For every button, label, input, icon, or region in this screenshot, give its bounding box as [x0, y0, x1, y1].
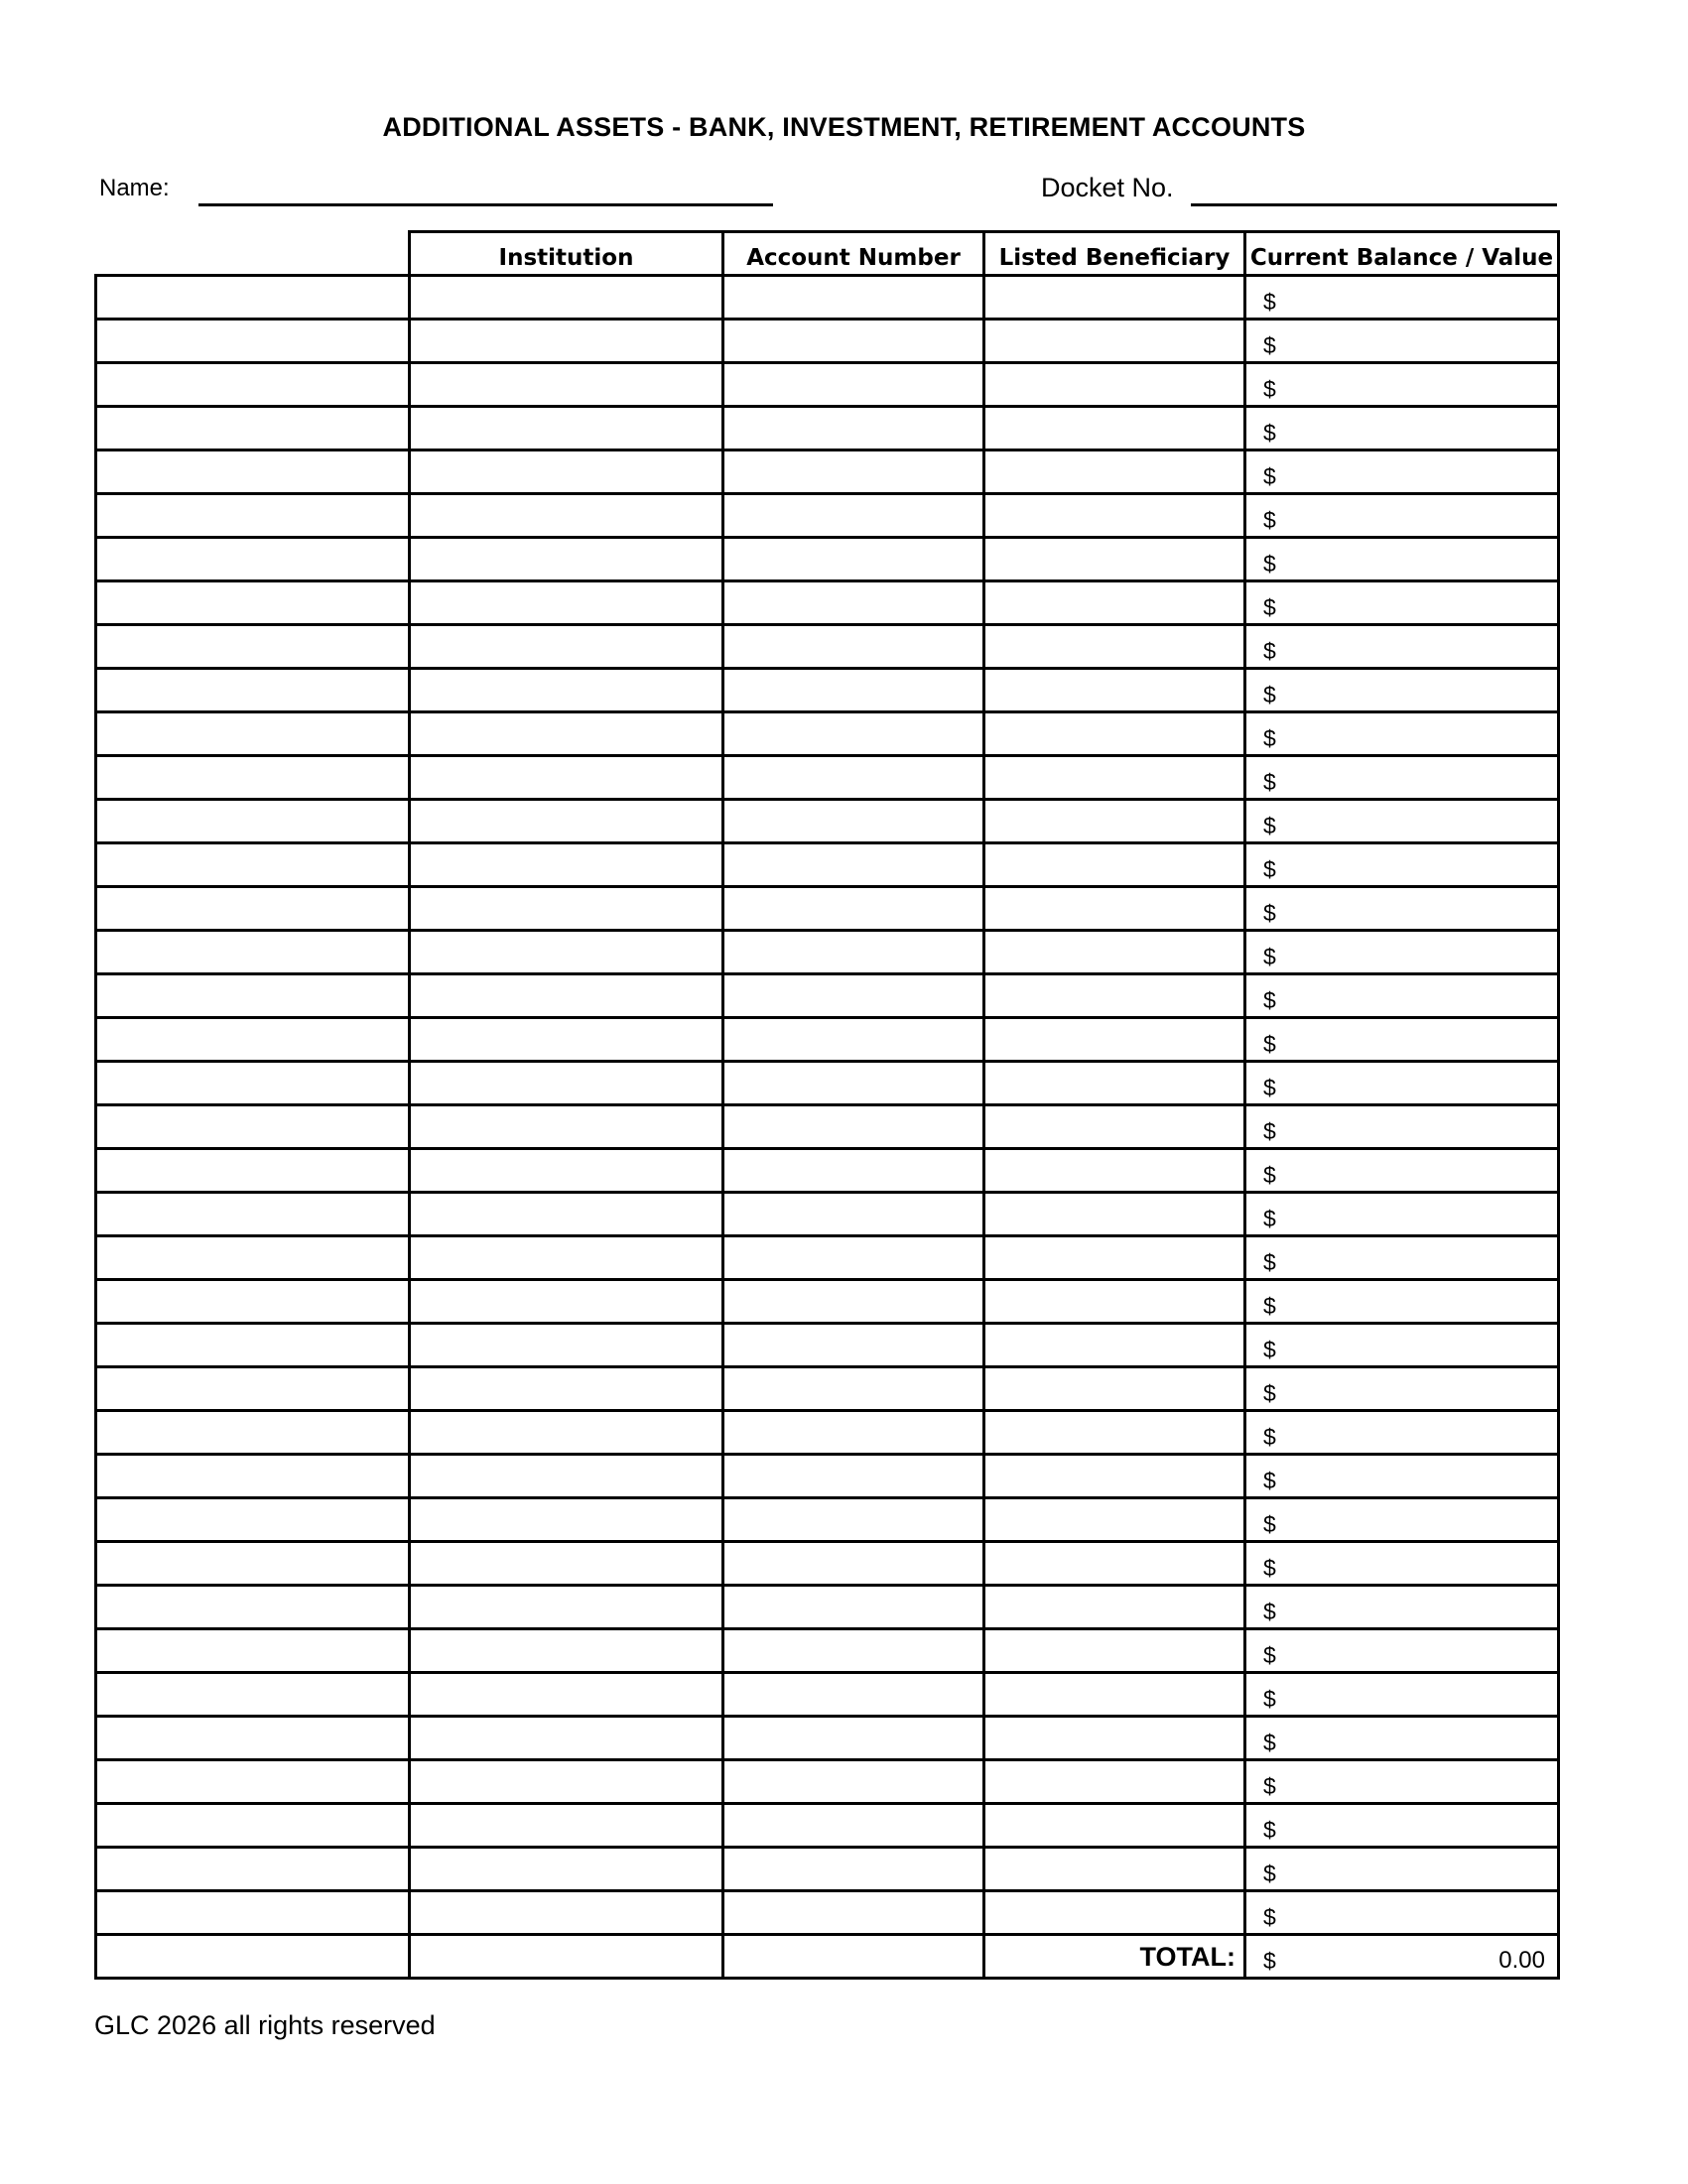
- balance-cell[interactable]: [1245, 1367, 1559, 1411]
- currency-symbol: $: [1263, 1555, 1276, 1581]
- account-number-cell[interactable]: [723, 450, 984, 494]
- balance-cell[interactable]: [1245, 1498, 1559, 1542]
- table-row: [96, 276, 1559, 320]
- account-number-cell[interactable]: [723, 1804, 984, 1848]
- beneficiary-cell[interactable]: [984, 494, 1245, 538]
- balance-cell[interactable]: [1245, 843, 1559, 887]
- balance-cell[interactable]: [1245, 1193, 1559, 1236]
- institution-cell[interactable]: [410, 887, 723, 931]
- header-account-number: Account Number: [723, 232, 984, 276]
- table-row: [96, 843, 1559, 887]
- table-row: [96, 1760, 1559, 1804]
- table-row: [96, 1149, 1559, 1193]
- institution-cell[interactable]: [410, 1018, 723, 1062]
- table-row: [96, 1848, 1559, 1891]
- table-row: [96, 931, 1559, 974]
- name-field[interactable]: [198, 203, 773, 206]
- balance-cell[interactable]: [1245, 712, 1559, 756]
- institution-cell[interactable]: [410, 1062, 723, 1105]
- account-number-cell[interactable]: [723, 1891, 984, 1935]
- description-cell[interactable]: [96, 1717, 410, 1760]
- balance-cell[interactable]: [1245, 887, 1559, 931]
- table-row: [96, 1062, 1559, 1105]
- table-row: [96, 538, 1559, 581]
- table-row: [96, 1891, 1559, 1935]
- description-cell[interactable]: [96, 1804, 410, 1848]
- account-number-cell[interactable]: [723, 1367, 984, 1411]
- beneficiary-cell[interactable]: [984, 1280, 1245, 1324]
- table-row: [96, 1280, 1559, 1324]
- description-cell[interactable]: [96, 625, 410, 669]
- balance-cell[interactable]: [1245, 1804, 1559, 1848]
- table-row: [96, 407, 1559, 450]
- account-number-cell[interactable]: [723, 1629, 984, 1673]
- table-row: [96, 1717, 1559, 1760]
- description-cell[interactable]: [96, 1105, 410, 1149]
- currency-symbol: $: [1263, 1162, 1276, 1188]
- currency-symbol: $: [1263, 1424, 1276, 1450]
- balance-cell[interactable]: [1245, 1848, 1559, 1891]
- description-cell[interactable]: [96, 887, 410, 931]
- description-cell[interactable]: [96, 1455, 410, 1498]
- currency-symbol: $: [1263, 1599, 1276, 1624]
- account-number-cell[interactable]: [723, 581, 984, 625]
- institution-cell[interactable]: [410, 1105, 723, 1149]
- account-number-cell[interactable]: [723, 538, 984, 581]
- description-cell[interactable]: [96, 800, 410, 843]
- currency-symbol: $: [1263, 376, 1276, 402]
- institution-cell[interactable]: [410, 669, 723, 712]
- institution-cell[interactable]: [410, 1673, 723, 1717]
- description-cell[interactable]: [96, 1149, 410, 1193]
- beneficiary-cell[interactable]: [984, 276, 1245, 320]
- institution-cell[interactable]: [410, 800, 723, 843]
- balance-cell[interactable]: [1245, 450, 1559, 494]
- beneficiary-cell[interactable]: [984, 887, 1245, 931]
- beneficiary-cell[interactable]: [984, 1367, 1245, 1411]
- table-row: [96, 712, 1559, 756]
- beneficiary-cell[interactable]: [984, 1717, 1245, 1760]
- description-cell[interactable]: [96, 407, 410, 450]
- institution-cell[interactable]: [410, 1324, 723, 1367]
- account-number-cell[interactable]: [723, 843, 984, 887]
- total-row: [96, 1935, 1559, 1979]
- account-number-cell[interactable]: [723, 1018, 984, 1062]
- account-number-cell[interactable]: [723, 1760, 984, 1804]
- beneficiary-cell[interactable]: [984, 1848, 1245, 1891]
- beneficiary-cell[interactable]: [984, 1629, 1245, 1673]
- assets-table: [94, 230, 1560, 1980]
- total-blank-cell: [723, 1935, 984, 1979]
- table-row: [96, 1411, 1559, 1455]
- table-row: [96, 1018, 1559, 1062]
- currency-symbol: $: [1263, 594, 1276, 620]
- currency-symbol: $: [1263, 1337, 1276, 1362]
- account-number-cell[interactable]: [723, 1411, 984, 1455]
- description-cell[interactable]: [96, 1324, 410, 1367]
- institution-cell[interactable]: [410, 320, 723, 363]
- beneficiary-cell[interactable]: [984, 538, 1245, 581]
- balance-cell[interactable]: [1245, 494, 1559, 538]
- table-row: [96, 1542, 1559, 1586]
- description-cell[interactable]: [96, 712, 410, 756]
- currency-symbol: $: [1263, 1904, 1276, 1930]
- description-cell[interactable]: [96, 581, 410, 625]
- balance-cell[interactable]: [1245, 1324, 1559, 1367]
- institution-cell[interactable]: [410, 1149, 723, 1193]
- currency-symbol: $: [1263, 1686, 1276, 1712]
- account-number-cell[interactable]: [723, 1673, 984, 1717]
- balance-cell[interactable]: [1245, 1280, 1559, 1324]
- account-number-cell[interactable]: [723, 756, 984, 800]
- total-blank-cell: [410, 1935, 723, 1979]
- currency-symbol: $: [1263, 856, 1276, 882]
- currency-symbol: $: [1263, 1511, 1276, 1537]
- balance-cell[interactable]: [1245, 1018, 1559, 1062]
- description-cell[interactable]: [96, 974, 410, 1018]
- balance-cell[interactable]: [1245, 320, 1559, 363]
- table-row: [96, 320, 1559, 363]
- beneficiary-cell[interactable]: [984, 1018, 1245, 1062]
- institution-cell[interactable]: [410, 1411, 723, 1455]
- institution-cell[interactable]: [410, 931, 723, 974]
- currency-symbol: $: [1263, 638, 1276, 664]
- balance-cell[interactable]: [1245, 1891, 1559, 1935]
- balance-cell[interactable]: [1245, 276, 1559, 320]
- total-value: 0.00: [1498, 1947, 1545, 1974]
- description-cell[interactable]: [96, 1673, 410, 1717]
- account-number-cell[interactable]: [723, 712, 984, 756]
- table-row: [96, 1367, 1559, 1411]
- currency-symbol: $: [1263, 551, 1276, 577]
- account-number-cell[interactable]: [723, 320, 984, 363]
- institution-cell[interactable]: [410, 1717, 723, 1760]
- description-cell[interactable]: [96, 1848, 410, 1891]
- beneficiary-cell[interactable]: [984, 669, 1245, 712]
- currency-symbol: $: [1263, 725, 1276, 751]
- currency-symbol: $: [1263, 1380, 1276, 1406]
- balance-cell[interactable]: [1245, 581, 1559, 625]
- beneficiary-cell[interactable]: [984, 974, 1245, 1018]
- total-blank-cell: [96, 1935, 410, 1979]
- description-cell[interactable]: [96, 450, 410, 494]
- account-number-cell[interactable]: [723, 1717, 984, 1760]
- currency-symbol: $: [1263, 507, 1276, 533]
- account-number-cell[interactable]: [723, 887, 984, 931]
- beneficiary-cell[interactable]: [984, 1324, 1245, 1367]
- currency-symbol: $: [1263, 1773, 1276, 1799]
- account-number-cell[interactable]: [723, 1324, 984, 1367]
- beneficiary-cell[interactable]: [984, 1149, 1245, 1193]
- description-cell[interactable]: [96, 1018, 410, 1062]
- institution-cell[interactable]: [410, 538, 723, 581]
- institution-cell[interactable]: [410, 756, 723, 800]
- currency-symbol: $: [1263, 1031, 1276, 1057]
- total-label: TOTAL:: [984, 1935, 1245, 1979]
- account-number-cell[interactable]: [723, 1062, 984, 1105]
- header-blank: [96, 232, 410, 276]
- description-cell[interactable]: [96, 1236, 410, 1280]
- balance-cell[interactable]: [1245, 669, 1559, 712]
- beneficiary-cell[interactable]: [984, 1673, 1245, 1717]
- balance-cell[interactable]: [1245, 1411, 1559, 1455]
- balance-cell[interactable]: [1245, 1542, 1559, 1586]
- beneficiary-cell[interactable]: [984, 756, 1245, 800]
- balance-cell[interactable]: [1245, 800, 1559, 843]
- account-number-cell[interactable]: [723, 1498, 984, 1542]
- description-cell[interactable]: [96, 538, 410, 581]
- account-number-cell[interactable]: [723, 1280, 984, 1324]
- institution-cell[interactable]: [410, 494, 723, 538]
- balance-cell[interactable]: [1245, 1149, 1559, 1193]
- currency-symbol: $: [1263, 332, 1276, 358]
- institution-cell[interactable]: [410, 1804, 723, 1848]
- currency-symbol: $: [1263, 769, 1276, 795]
- account-number-cell[interactable]: [723, 1848, 984, 1891]
- description-cell[interactable]: [96, 1367, 410, 1411]
- table-row: [96, 669, 1559, 712]
- description-cell[interactable]: [96, 1891, 410, 1935]
- table-row: [96, 625, 1559, 669]
- beneficiary-cell[interactable]: [984, 843, 1245, 887]
- currency-symbol: $: [1263, 1817, 1276, 1843]
- institution-cell[interactable]: [410, 1586, 723, 1629]
- description-cell[interactable]: [96, 276, 410, 320]
- account-number-cell[interactable]: [723, 1193, 984, 1236]
- total-value-cell: [1245, 1935, 1559, 1979]
- institution-cell[interactable]: [410, 581, 723, 625]
- account-number-cell[interactable]: [723, 625, 984, 669]
- table-row: [96, 581, 1559, 625]
- balance-cell[interactable]: [1245, 1105, 1559, 1149]
- currency-symbol: $: [1263, 289, 1276, 315]
- institution-cell[interactable]: [410, 1848, 723, 1891]
- account-number-cell[interactable]: [723, 800, 984, 843]
- description-cell[interactable]: [96, 1280, 410, 1324]
- account-number-cell[interactable]: [723, 931, 984, 974]
- table-row: [96, 1804, 1559, 1848]
- beneficiary-cell[interactable]: [984, 931, 1245, 974]
- beneficiary-cell[interactable]: [984, 1586, 1245, 1629]
- beneficiary-cell[interactable]: [984, 1411, 1245, 1455]
- balance-cell[interactable]: [1245, 756, 1559, 800]
- institution-cell[interactable]: [410, 363, 723, 407]
- description-cell[interactable]: [96, 756, 410, 800]
- currency-symbol: $: [1263, 1293, 1276, 1319]
- institution-cell[interactable]: [410, 276, 723, 320]
- institution-cell[interactable]: [410, 1542, 723, 1586]
- account-number-cell[interactable]: [723, 1149, 984, 1193]
- table-row: [96, 494, 1559, 538]
- table-row: [96, 1629, 1559, 1673]
- account-number-cell[interactable]: [723, 407, 984, 450]
- currency-symbol: $: [1263, 1468, 1276, 1493]
- account-number-cell[interactable]: [723, 1586, 984, 1629]
- balance-cell[interactable]: [1245, 538, 1559, 581]
- institution-cell[interactable]: [410, 1367, 723, 1411]
- beneficiary-cell[interactable]: [984, 1062, 1245, 1105]
- balance-cell[interactable]: [1245, 1760, 1559, 1804]
- docket-number-field[interactable]: [1191, 203, 1557, 206]
- institution-cell[interactable]: [410, 712, 723, 756]
- currency-symbol: $: [1263, 1730, 1276, 1755]
- table-row: [96, 1586, 1559, 1629]
- beneficiary-cell[interactable]: [984, 407, 1245, 450]
- institution-cell[interactable]: [410, 1455, 723, 1498]
- currency-symbol: $: [1263, 463, 1276, 489]
- table-row: [96, 450, 1559, 494]
- description-cell[interactable]: [96, 1542, 410, 1586]
- currency-symbol: $: [1263, 682, 1276, 707]
- balance-cell[interactable]: [1245, 1236, 1559, 1280]
- header-row: [96, 232, 1559, 276]
- docket-label: Docket No.: [1041, 173, 1174, 202]
- beneficiary-cell[interactable]: [984, 1236, 1245, 1280]
- account-number-cell[interactable]: [723, 1455, 984, 1498]
- balance-cell[interactable]: [1245, 1586, 1559, 1629]
- balance-cell[interactable]: [1245, 1062, 1559, 1105]
- beneficiary-cell[interactable]: [984, 1891, 1245, 1935]
- balance-cell[interactable]: [1245, 407, 1559, 450]
- beneficiary-cell[interactable]: [984, 625, 1245, 669]
- balance-cell[interactable]: [1245, 1717, 1559, 1760]
- table-row: [96, 974, 1559, 1018]
- currency-symbol: $: [1263, 900, 1276, 926]
- institution-cell[interactable]: [410, 1236, 723, 1280]
- header-current-balance: Current Balance / Value: [1245, 232, 1559, 276]
- balance-cell[interactable]: [1245, 1455, 1559, 1498]
- currency-symbol: $: [1263, 1206, 1276, 1231]
- beneficiary-cell[interactable]: [984, 1455, 1245, 1498]
- currency-symbol: $: [1263, 944, 1276, 969]
- institution-cell[interactable]: [410, 974, 723, 1018]
- balance-cell[interactable]: [1245, 974, 1559, 1018]
- balance-cell[interactable]: [1245, 625, 1559, 669]
- institution-cell[interactable]: [410, 1280, 723, 1324]
- description-cell[interactable]: [96, 1062, 410, 1105]
- description-cell[interactable]: [96, 1411, 410, 1455]
- description-cell[interactable]: [96, 320, 410, 363]
- beneficiary-cell[interactable]: [984, 1193, 1245, 1236]
- form-title: ADDITIONAL ASSETS - BANK, INVESTMENT, RETIREMENT ACCOUNTS: [382, 112, 1306, 142]
- institution-cell[interactable]: [410, 625, 723, 669]
- balance-cell[interactable]: [1245, 931, 1559, 974]
- description-cell[interactable]: [96, 1498, 410, 1542]
- institution-cell[interactable]: [410, 1891, 723, 1935]
- table-row: [96, 363, 1559, 407]
- description-cell[interactable]: [96, 669, 410, 712]
- table-row: [96, 1105, 1559, 1149]
- copyright-footer: GLC 2026 all rights reserved: [94, 2010, 436, 2040]
- account-number-cell[interactable]: [723, 494, 984, 538]
- description-cell[interactable]: [96, 843, 410, 887]
- institution-cell[interactable]: [410, 450, 723, 494]
- description-cell[interactable]: [96, 1760, 410, 1804]
- table-row: [96, 1673, 1559, 1717]
- currency-symbol: $: [1263, 1861, 1276, 1886]
- table-row: [96, 1455, 1559, 1498]
- header-institution: Institution: [410, 232, 723, 276]
- beneficiary-cell[interactable]: [984, 320, 1245, 363]
- currency-symbol: $: [1263, 1249, 1276, 1275]
- description-cell[interactable]: [96, 1586, 410, 1629]
- currency-symbol: $: [1263, 1075, 1276, 1100]
- table-body: [96, 276, 1559, 1935]
- institution-cell[interactable]: [410, 1760, 723, 1804]
- account-number-cell[interactable]: [723, 1236, 984, 1280]
- account-number-cell[interactable]: [723, 669, 984, 712]
- balance-cell[interactable]: [1245, 1629, 1559, 1673]
- beneficiary-cell[interactable]: [984, 1498, 1245, 1542]
- description-cell[interactable]: [96, 1629, 410, 1673]
- balance-cell[interactable]: [1245, 1673, 1559, 1717]
- currency-symbol: $: [1263, 1948, 1276, 1974]
- beneficiary-cell[interactable]: [984, 1760, 1245, 1804]
- beneficiary-cell[interactable]: [984, 1105, 1245, 1149]
- table-row: [96, 800, 1559, 843]
- beneficiary-cell[interactable]: [984, 1804, 1245, 1848]
- table-row: [96, 1498, 1559, 1542]
- currency-symbol: $: [1263, 420, 1276, 446]
- account-number-cell[interactable]: [723, 1542, 984, 1586]
- beneficiary-cell[interactable]: [984, 1542, 1245, 1586]
- beneficiary-cell[interactable]: [984, 450, 1245, 494]
- institution-cell[interactable]: [410, 1629, 723, 1673]
- institution-cell[interactable]: [410, 1193, 723, 1236]
- table-row: [96, 1324, 1559, 1367]
- currency-symbol: $: [1263, 813, 1276, 838]
- balance-cell[interactable]: [1245, 363, 1559, 407]
- institution-cell[interactable]: [410, 407, 723, 450]
- header-listed-beneficiary: Listed Beneficiary: [984, 232, 1245, 276]
- table-row: [96, 1236, 1559, 1280]
- institution-cell[interactable]: [410, 843, 723, 887]
- description-cell[interactable]: [96, 1193, 410, 1236]
- beneficiary-cell[interactable]: [984, 581, 1245, 625]
- institution-cell[interactable]: [410, 1498, 723, 1542]
- account-number-cell[interactable]: [723, 276, 984, 320]
- currency-symbol: $: [1263, 1642, 1276, 1668]
- account-number-cell[interactable]: [723, 974, 984, 1018]
- account-number-cell[interactable]: [723, 363, 984, 407]
- currency-symbol: $: [1263, 987, 1276, 1013]
- description-cell[interactable]: [96, 363, 410, 407]
- name-label: Name:: [99, 175, 170, 201]
- currency-symbol: $: [1263, 1118, 1276, 1144]
- beneficiary-cell[interactable]: [984, 800, 1245, 843]
- account-number-cell[interactable]: [723, 1105, 984, 1149]
- beneficiary-cell[interactable]: [984, 363, 1245, 407]
- table-row: [96, 887, 1559, 931]
- table-row: [96, 756, 1559, 800]
- description-cell[interactable]: [96, 931, 410, 974]
- table-row: [96, 1193, 1559, 1236]
- beneficiary-cell[interactable]: [984, 712, 1245, 756]
- description-cell[interactable]: [96, 494, 410, 538]
